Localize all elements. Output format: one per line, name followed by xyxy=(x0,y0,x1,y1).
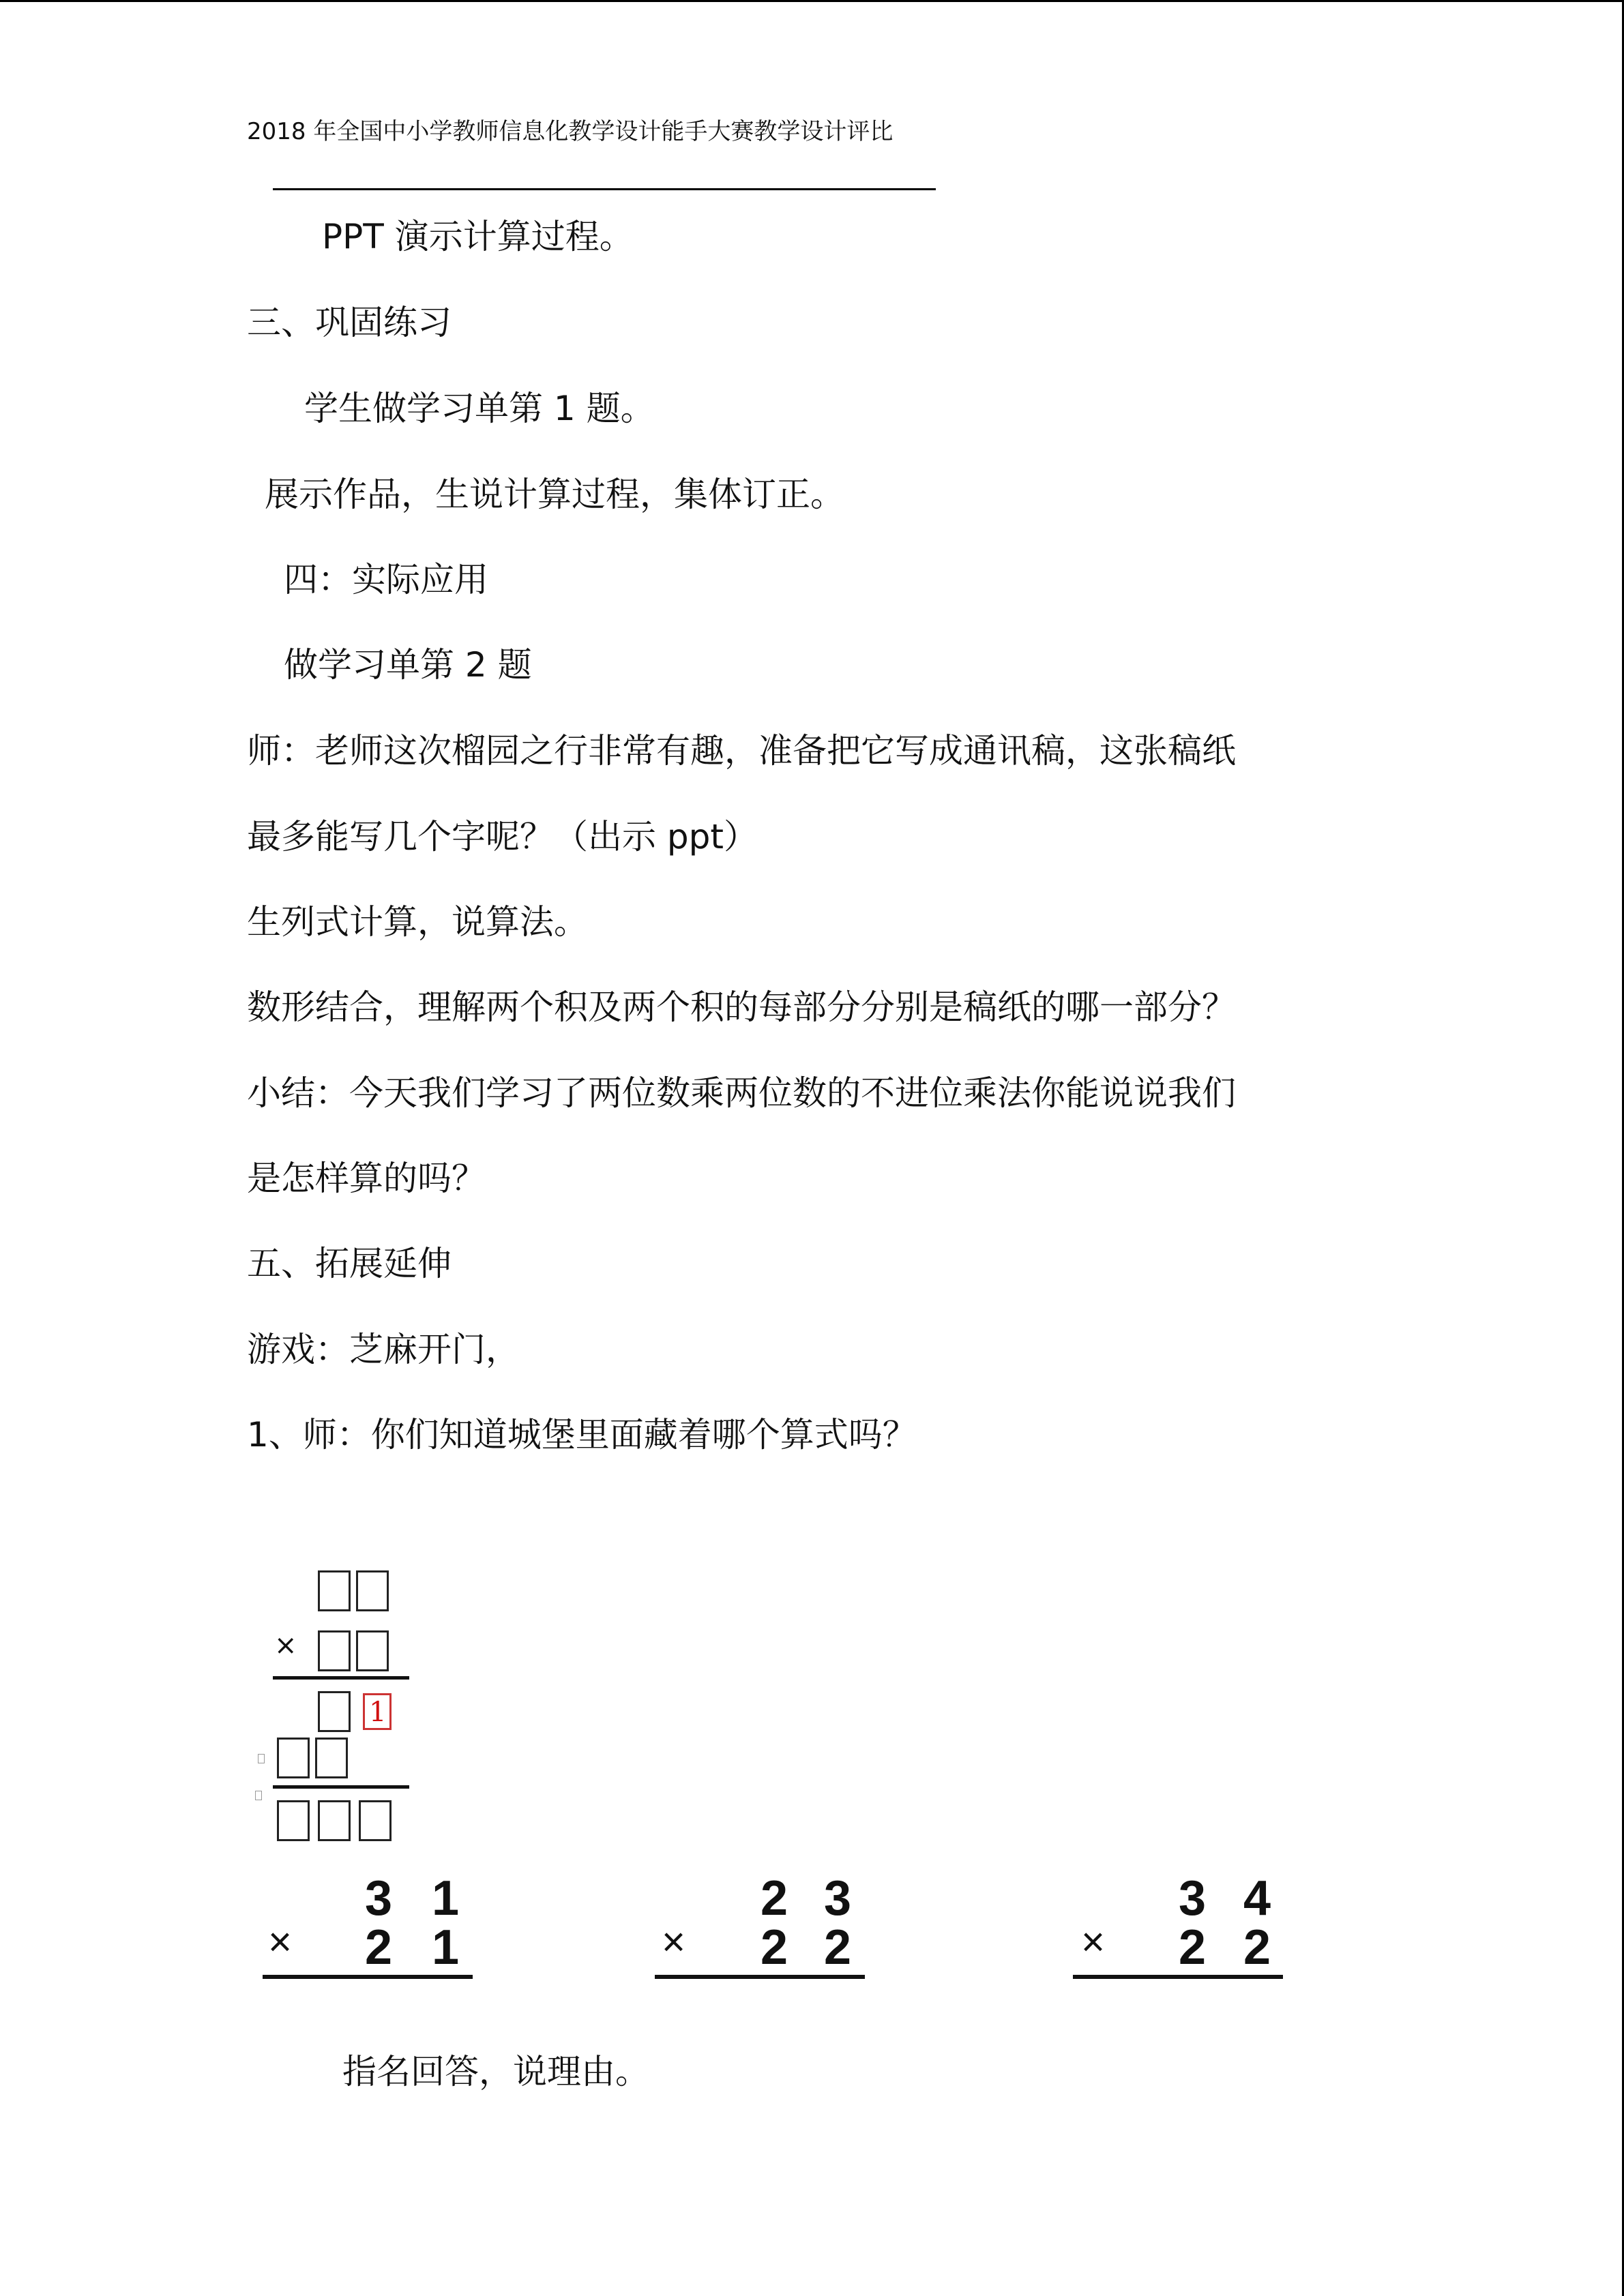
line-answer-reason: 指名回答，说理由。 xyxy=(342,2052,649,2091)
bottom-digit: 2 xyxy=(761,1920,788,1975)
line-worksheet-q1: 学生做学习单第 1 题。 xyxy=(304,389,655,428)
bottom-digit: 2 xyxy=(365,1920,393,1975)
line-number-shape: 数形结合，理解两个积及两个积的每部分分别是稿纸的哪一部分？ xyxy=(247,987,1236,1027)
blank-box xyxy=(356,1570,389,1611)
page-border-top xyxy=(0,0,1624,2)
bottom-digit: 2 xyxy=(1243,1920,1271,1975)
multiplication-problem-1 xyxy=(263,1871,494,1990)
document-header: 2018 年全国中小学教师信息化教学设计能手大赛教学设计评比 xyxy=(247,118,894,145)
blank-box xyxy=(318,1691,351,1732)
blank-box xyxy=(277,1800,310,1841)
times-sign: × xyxy=(274,1630,297,1661)
top-digit: 3 xyxy=(1179,1871,1207,1926)
multiplication-problem-2 xyxy=(655,1871,887,1990)
blank-box xyxy=(318,1570,351,1611)
section-heading-consolidation: 三、巩固练习 xyxy=(247,303,452,342)
top-digit: 3 xyxy=(824,1871,852,1926)
line-teacher-question: 最多能写几个字呢？（出示 ppt） xyxy=(247,817,758,856)
line-show-work: 展示作品，生说计算过程，集体订正。 xyxy=(265,475,844,514)
top-digit: 3 xyxy=(365,1871,393,1926)
line-teacher-intro: 师：老师这次榴园之行非常有趣，准备把它写成通讯稿，这张稿纸 xyxy=(247,731,1236,771)
line-student-calc: 生列式计算，说算法。 xyxy=(247,902,588,942)
puzzle-rule-2 xyxy=(273,1785,409,1789)
line-summary-2: 是怎样算的吗？ xyxy=(247,1159,486,1198)
puzzle-rule-1 xyxy=(273,1676,409,1680)
times-sign: × xyxy=(268,1919,293,1965)
times-sign: × xyxy=(662,1919,686,1965)
multiplication-rule xyxy=(1073,1975,1283,1979)
top-digit: 1 xyxy=(432,1871,460,1926)
blank-box xyxy=(356,1630,389,1671)
multiplication-rule xyxy=(655,1975,865,1979)
times-sign: × xyxy=(1081,1919,1106,1965)
blank-box xyxy=(315,1738,348,1778)
given-digit: 1 xyxy=(369,1697,387,1728)
tiny-mark xyxy=(258,1754,265,1763)
line-summary-1: 小结：今天我们学习了两位数乘两位数的不进位乘法你能说说我们 xyxy=(247,1073,1236,1113)
section-heading-application: 四：实际应用 xyxy=(284,560,488,599)
section-heading-extension: 五、拓展延伸 xyxy=(247,1244,452,1283)
blank-box xyxy=(318,1630,351,1671)
line-worksheet-q2: 做学习单第 2 题 xyxy=(284,645,532,685)
bottom-digit: 2 xyxy=(824,1920,852,1975)
header-rule xyxy=(273,188,936,190)
bottom-digit: 2 xyxy=(1179,1920,1207,1975)
blank-box xyxy=(277,1738,310,1778)
top-digit: 2 xyxy=(761,1871,788,1926)
top-digit: 4 xyxy=(1243,1871,1271,1926)
multiplication-rule xyxy=(263,1975,473,1979)
line-game: 游戏：芝麻开门， xyxy=(247,1330,520,1369)
multiplication-problem-3 xyxy=(1073,1871,1305,1990)
blank-box xyxy=(359,1800,392,1841)
bottom-digit: 1 xyxy=(432,1920,460,1975)
blank-box xyxy=(318,1800,351,1841)
line-castle-question: 1、师：你们知道城堡里面藏着哪个算式吗？ xyxy=(247,1415,917,1455)
tiny-mark xyxy=(255,1791,262,1800)
line-ppt-demo: PPT 演示计算过程。 xyxy=(322,217,634,256)
